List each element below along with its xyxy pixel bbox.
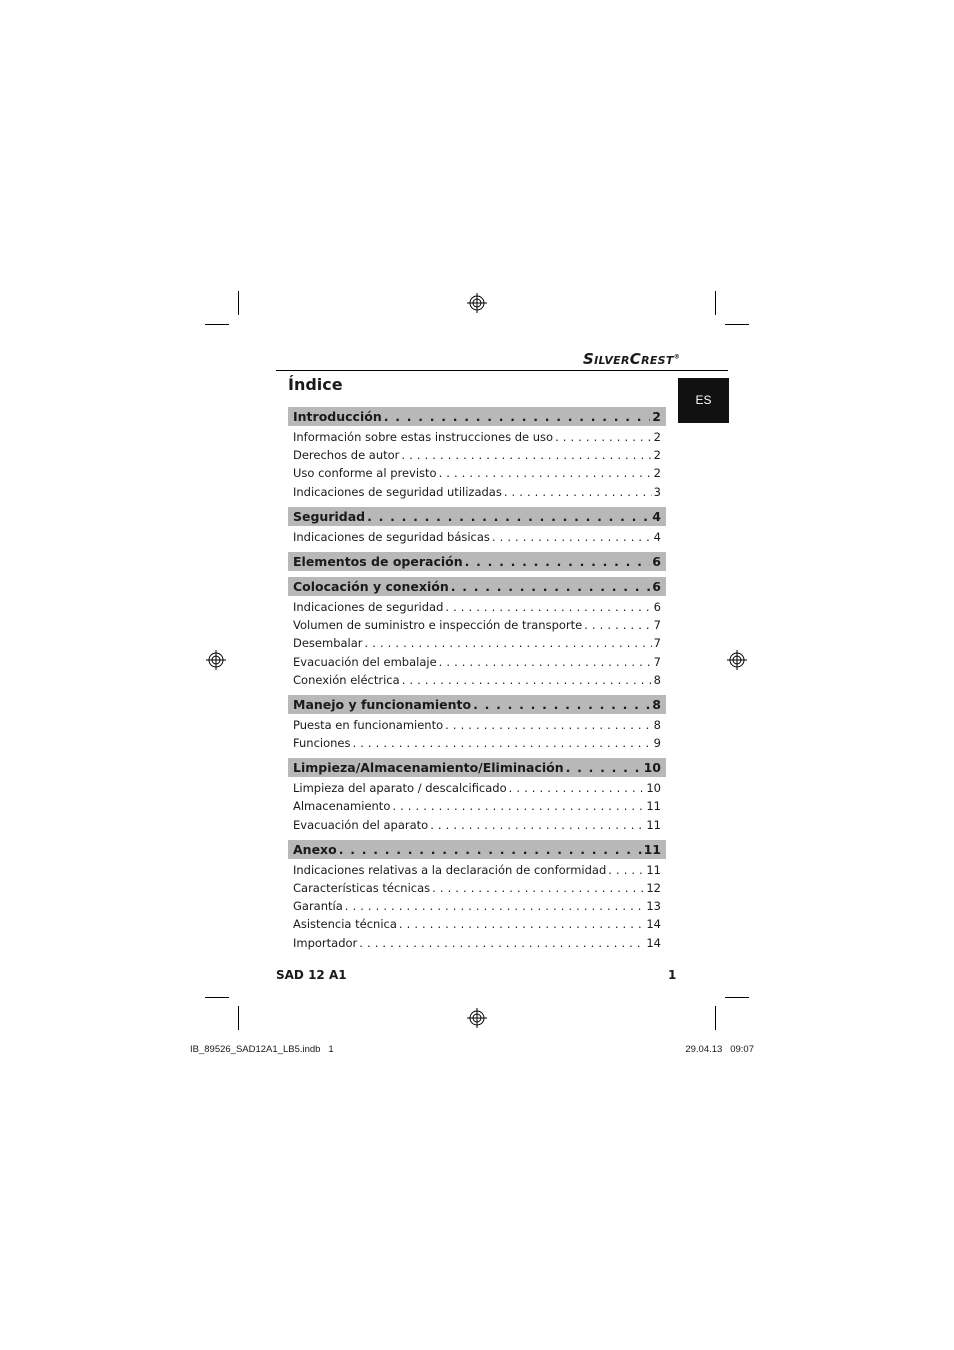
toc-entry-page: 14: [646, 935, 661, 950]
toc-leader-dots: [430, 816, 644, 834]
toc-entry-page: 8: [653, 672, 661, 687]
toc-section: [288, 407, 666, 501]
toc-entry: [288, 934, 666, 952]
toc-section-title: Colocación y conexión: [293, 578, 449, 594]
toc-section-heading: [288, 552, 666, 571]
toc-entry: [288, 464, 666, 482]
toc-entry-page: 2: [653, 448, 661, 463]
brand-logo: SILVERCREST®: [583, 350, 680, 368]
toc-section-title: Elementos de operación: [293, 553, 463, 569]
toc-entry-page: 12: [646, 881, 661, 895]
toc-entry: [288, 897, 666, 915]
toc-entry: [288, 528, 666, 546]
toc-entry: [288, 716, 666, 734]
toc-section-title: Introducción: [293, 409, 382, 424]
language-tab: ES: [678, 378, 729, 423]
toc-entry-label: Indicaciones de seguridad: [293, 599, 444, 614]
toc-entry-page: 11: [646, 799, 661, 814]
toc-entry-page: 2: [653, 466, 661, 481]
toc-leader-dots: [445, 716, 652, 734]
toc-entry: [288, 797, 666, 815]
toc-entry: [288, 816, 666, 834]
toc-entry: [288, 483, 666, 501]
registration-mark-left-icon: [206, 650, 226, 670]
registration-mark-bottom-icon: [467, 1008, 487, 1028]
toc-leader-dots: [401, 446, 651, 464]
toc-entry-label: Importador: [293, 935, 358, 950]
registration-mark-top-icon: [467, 293, 487, 313]
toc-leader-dots: [392, 797, 644, 815]
toc-section-heading: [288, 577, 666, 596]
toc-entry-page: 2: [653, 430, 661, 444]
crop-mark-bottom-right-h: [725, 997, 749, 998]
toc-section: [288, 577, 666, 689]
page-title: Índice: [288, 375, 343, 394]
crop-mark-bottom-left-h: [205, 997, 229, 998]
crop-mark-top-right-v: [715, 291, 716, 315]
toc-leader-dots: [555, 428, 652, 446]
toc-leader-dots: [504, 483, 652, 501]
toc-leader-dots: [384, 407, 651, 426]
toc-leader-dots: [432, 879, 644, 897]
toc-entry-page: 14: [646, 917, 661, 932]
toc-entry-label: Evacuación del aparato: [293, 817, 429, 832]
model-number: SAD 12 A1: [276, 968, 347, 982]
toc-entry-page: 11: [646, 862, 661, 877]
toc-entry-page: 11: [646, 817, 661, 832]
toc-entry-label: Indicaciones de seguridad básicas: [293, 529, 490, 544]
toc-leader-dots: [451, 577, 651, 596]
toc-entry-label: Uso conforme al previsto: [293, 466, 437, 481]
toc-entry: [288, 915, 666, 933]
toc-entry: [288, 779, 666, 797]
crop-mark-top-left-h: [205, 324, 229, 325]
toc-entry-page: 13: [646, 899, 661, 914]
toc-entry-label: Características técnicas: [293, 881, 431, 895]
toc-section-heading: [288, 695, 666, 714]
table-of-contents: [288, 407, 666, 958]
toc-leader-dots: [367, 507, 650, 526]
toc-entry-page: 6: [653, 599, 661, 614]
toc-leader-dots: [473, 695, 650, 714]
toc-section: [288, 695, 666, 752]
toc-leader-dots: [584, 616, 651, 634]
toc-leader-dots: [399, 915, 644, 933]
toc-entry-label: Asistencia técnica: [293, 917, 397, 932]
crop-mark-top-right-h: [725, 324, 749, 325]
toc-entry: [288, 671, 666, 689]
toc-leader-dots: [445, 598, 651, 616]
toc-entry: [288, 861, 666, 879]
toc-entry-label: Evacuación del embalaje: [293, 654, 437, 669]
toc-section: [288, 552, 666, 571]
slug-datetime: 29.04.13 09:07: [685, 1044, 754, 1055]
toc-section-page: 6: [652, 553, 661, 569]
toc-leader-dots: [359, 934, 644, 952]
toc-entry-label: Volumen de suministro e inspección de transporte: [293, 618, 583, 633]
toc-entry-label: Conexión eléctrica: [293, 672, 400, 687]
toc-entry: [288, 598, 666, 616]
toc-section-heading: [288, 507, 666, 526]
toc-leader-dots: [439, 464, 652, 482]
toc-section-title: Anexo: [293, 841, 337, 857]
toc-section-page: 10: [643, 760, 661, 776]
toc-entry-label: Garantía: [293, 899, 343, 914]
toc-section-title: Manejo y funcionamiento: [293, 696, 472, 712]
toc-section-title: Seguridad: [293, 508, 366, 524]
registration-mark-right-icon: [727, 650, 747, 670]
toc-leader-dots: [509, 779, 645, 797]
toc-section-page: 4: [652, 508, 661, 524]
crop-mark-top-left-v: [238, 291, 239, 315]
toc-entry-label: Funciones: [293, 736, 351, 751]
toc-entry-page: 7: [653, 636, 661, 651]
toc-entry-label: Indicaciones de seguridad utilizadas: [293, 484, 502, 499]
toc-entry-page: 3: [653, 484, 661, 499]
toc-entry-page: 9: [653, 736, 661, 751]
toc-section-page: 2: [652, 409, 661, 424]
toc-section-page: 6: [652, 578, 661, 594]
toc-entry: [288, 634, 666, 652]
toc-entry-label: Puesta en funcionamiento: [293, 717, 444, 732]
crop-mark-bottom-right-v: [715, 1006, 716, 1030]
toc-section-page: 11: [643, 841, 661, 857]
toc-section: [288, 840, 666, 952]
toc-section-heading: [288, 840, 666, 859]
toc-leader-dots: [465, 552, 651, 571]
toc-leader-dots: [352, 734, 651, 752]
toc-entry-label: Indicaciones relativas a la declaración de conformidad: [293, 862, 607, 877]
toc-leader-dots: [492, 528, 652, 546]
toc-entry-page: 10: [646, 781, 661, 796]
toc-entry-label: Limpieza del aparato / descalcificado: [293, 781, 507, 796]
toc-entry-page: 7: [653, 654, 661, 669]
toc-leader-dots: [339, 840, 642, 859]
toc-leader-dots: [402, 671, 652, 689]
toc-section: [288, 507, 666, 546]
toc-section: [288, 758, 666, 834]
toc-entry-label: Desembalar: [293, 636, 363, 651]
toc-entry: [288, 616, 666, 634]
toc-leader-dots: [439, 653, 652, 671]
toc-leader-dots: [566, 758, 642, 777]
toc-section-heading: [288, 758, 666, 777]
page-number: 1: [668, 968, 677, 982]
toc-section-heading: [288, 407, 666, 426]
toc-entry-label: Derechos de autor: [293, 448, 400, 463]
slug-file: IB_89526_SAD12A1_LB5.indb 1: [190, 1044, 334, 1055]
toc-entry-page: 7: [653, 618, 661, 633]
crop-mark-bottom-left-v: [238, 1006, 239, 1030]
toc-entry: [288, 734, 666, 752]
toc-entry-page: 4: [653, 529, 661, 544]
toc-entry: [288, 879, 666, 897]
toc-entry: [288, 428, 666, 446]
toc-leader-dots: [365, 634, 652, 652]
toc-entry-label: Información sobre estas instrucciones de uso: [293, 430, 554, 444]
toc-entry: [288, 446, 666, 464]
toc-entry: [288, 653, 666, 671]
toc-leader-dots: [345, 897, 645, 915]
toc-leader-dots: [608, 861, 644, 879]
header-rule: [276, 370, 728, 371]
toc-entry-label: Almacenamiento: [293, 799, 391, 814]
toc-entry-page: 8: [653, 717, 661, 732]
toc-section-page: 8: [652, 696, 661, 712]
toc-section-title: Limpieza/Almacenamiento/Eliminación: [293, 760, 564, 776]
